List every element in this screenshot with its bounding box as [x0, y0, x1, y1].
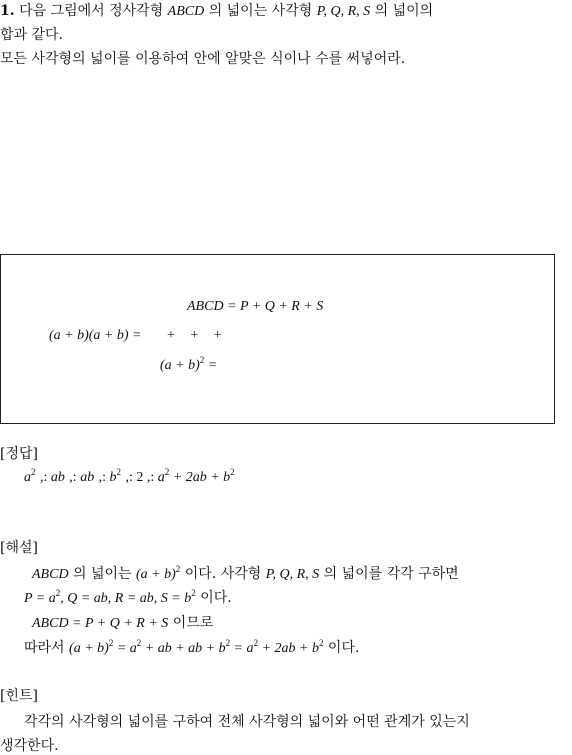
explanation-text: 이므로 [172, 615, 214, 631]
explanation-text: 따라서 [24, 640, 65, 656]
problem-line-2: 합과 같다. [0, 27, 63, 43]
answer-line: $a^2$ ,: ab ,: ab ,: $b^2$ ,: 2 ,: $a^2 + 2ab + b^2$ [24, 467, 235, 485]
shape-list: P, Q, R, S [316, 4, 371, 19]
equation-square [160, 357, 217, 374]
problem-line-1 [0, 0, 433, 20]
equation-expand-left: (a + b)(a + b) = [49, 328, 142, 343]
explanation-line-4: 따라서 $(a + b)^2 = a^2$ + ab + ab + $b^2 = a^2 + 2ab + b^2$ 이다. [24, 638, 360, 656]
problem-text: 의 넓이의 [374, 3, 434, 19]
problem-line-3: 모든 사각형의 넓이를 이용하여 안에 알맞은 식이나 수를 써넣어라. [0, 51, 406, 67]
hint-header: [힌트] [0, 688, 38, 704]
explanation-line-1: ABCD 의 넓이는 $(a + b)^2$ 이다. 사각형 P, Q, R, S 의 넓이를 각각 구하면 [32, 564, 459, 582]
explanation-line-3 [32, 612, 213, 632]
explanation-text: 이다. [327, 640, 360, 656]
equation-abcd: ABCD = P + Q + R + S [187, 299, 324, 314]
answer-header: [정답] [0, 446, 38, 462]
explanation-line-2: $P = a^2$, Q = ab, R = ab, $S = b^2$ 이다. [24, 588, 232, 606]
problem-text: 의 넓이는 사각형 [208, 3, 313, 19]
hint-line-1: 각각의 사각형의 넓이를 구하여 전체 사각형의 넓이와 어떤 관계가 있는지 [24, 714, 470, 730]
equation-abcd: ABCD = P + Q + R + S [32, 616, 169, 631]
explanation-text: 이다. 사각형 [184, 566, 262, 582]
equation-square-left: $(a + b)^2$ = [160, 355, 218, 373]
problem-number: 1. [0, 3, 15, 19]
explanation-text: 의 넓이는 [73, 566, 132, 582]
hint-line-2: 생각한다. [0, 738, 59, 754]
explanation-header: [해설] [0, 540, 38, 556]
square-name: ABCD [167, 4, 205, 19]
explanation-text: 이다. [200, 590, 232, 606]
equation-expand-blanks: + + + [167, 328, 222, 343]
explanation-text: 의 넓이를 각각 구하면 [323, 566, 459, 582]
figure-box [0, 254, 555, 424]
shape-list: P, Q, R, S [265, 567, 320, 582]
square-name: ABCD [32, 567, 69, 582]
problem-text: 다음 그림에서 정사각형 [19, 3, 164, 19]
